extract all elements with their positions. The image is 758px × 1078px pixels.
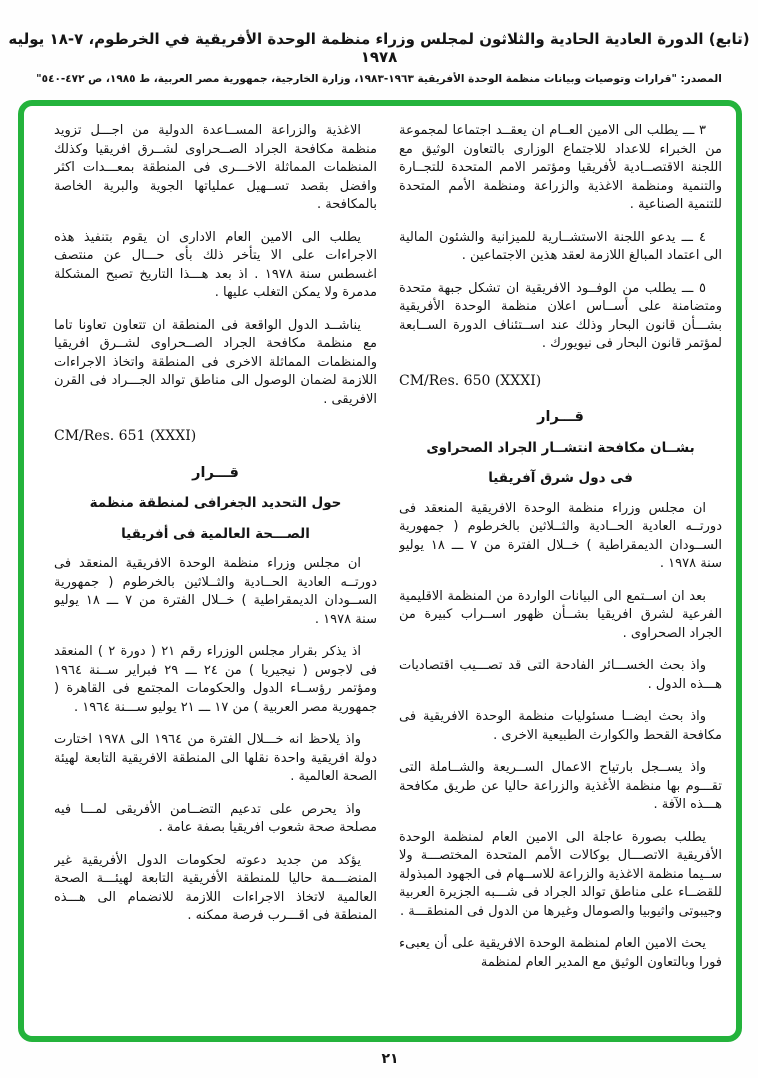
page-header	[0, 30, 758, 85]
resolution-651-subject-line1: حول التحديد الجغرافى لمنطقة منظمة	[89, 495, 342, 511]
paragraph: الاغذية والزراعة المســاعدة الدولية من اجـــل تزويد منظمة مكافحة الجراد الصــحراوى لشــرق افريقيا وكذلك المنظمات المماثلة الاخـــرى فى المنطقة بمعـــدات اكثر وافضل بقصد تســهيل عملياتها الجوية والبرية الخاصة بالمكافحة .	[54, 123, 377, 212]
paragraph: اذ يذكر بقرار مجلس الوزراء رقم ٢١ ( دورة ٢ ) المنعقد فى لاجوس ( نيجيريا ) من ٢٤ ـــ ٢٩ فبراير ســنة ١٩٦٤ ومؤتمر رؤســاء الدول والحكومات المجتمع فى القاهرة ( جمهورية مصر العربية ) من ١٧ ـــ ٢١ يوليو ســـنة ١٩٦٤ .	[54, 644, 377, 715]
paragraph: يحث الامين العام لمنظمة الوحدة الافريقية على أن يعبىء فورا وبالتعاون الوثيق مع المدير العام لمنظمة	[399, 936, 722, 970]
header-session-title: (تابع) الدورة العادية الحادية والثلاثون لمجلس وزراء منظمة الوحدة الأفريقية في الخرطوم، ٧-١٨ يوليه ١٩٧٨	[8, 30, 750, 66]
resolution-650-subject-line2: فى دول شرق آفريقيا	[488, 470, 633, 486]
resolution-ref-650: CM/Res. 650 (XXXI)	[399, 372, 542, 389]
resolution-651-subject-line2: الصـــحة العالمية فى أفريقيا	[121, 525, 310, 542]
paragraph: واذ يلاحظ انه خـــلال الفترة من ١٩٦٤ الى ١٩٧٨ اختارت دولة افريقية واحدة نقلها الى المنطقة الافريقية التابعة لهيئة الصحة العالمية .	[54, 732, 377, 784]
paragraph: بعد ان اســتمع الى البيانات الواردة من المنظمة الاقليمية الفرعية لشرق افريقيا بشــأن ظهور اســراب كبيرة من الجراد الصحراوى .	[399, 588, 722, 641]
header-source-line: المصدر: "قرارات وتوصيات وبيانات منظمة الوحدة الأفريقية ١٩٦٣-١٩٨٣، وزارة الخارجية، جمهورية مصر العربية، ط ١٩٨٥، ص ٤٧٢-٥٤٠"	[36, 73, 722, 85]
page-number: ٢١	[381, 1051, 399, 1067]
resolution-650-subject-line1: بشــان مكافحة انتشــار الجراد الصحراوى	[426, 439, 695, 456]
paragraph: يطلب الى الامين العام الادارى ان يقوم بتنفيذ هذه الاجراءات على الا يتأخر ذلك بأى حـــال عن منتصف اغسطس سنة ١٩٧٨ . اذ بعد هـــذا التاريخ تصبح المشكلة مدمرة ولا يمكن التغلب عليها .	[54, 229, 377, 300]
paragraph-item-4: ٤ ـــ يدعو اللجنة الاستشــارية للميزانية والشئون المالية الى اعتماد المبالغ اللازمة لعقد هذين الاجتماعين .	[399, 229, 722, 263]
paragraph: واذ يحرص على تدعيم التضــامن الأفريقى لمـــا فيه مصلحة صحة شعوب افريقيا بصفة عامة .	[54, 801, 377, 835]
paragraph: ان مجلس وزراء منظمة الوحدة الافريقية المنعقد فى دورتــه العادية الحــادية والثــلاثين بالخرطوم ( جمهورية الســودان الديمقراطية ) خــلال الفترة من ٧ ـــ ١٨ يوليو سنة ١٩٧٨ .	[54, 556, 377, 627]
paragraph: واذ يســجل بارتياح الاعمال الســريعة والشــاملة التى تقـــوم بها منظمة الأغذية والزراعة حاليا عن طريق مكافحة هـــذه الآفة .	[399, 760, 722, 812]
column-left	[54, 122, 377, 1022]
green-border-frame	[18, 100, 742, 1042]
paragraph: يناشــد الدول الواقعة فى المنطقة ان تتعاون تعاونا تاما مع منظمة مكافحة الجراد الصــحراوى لشــرق افريقيا والمنظمات المماثلة الاخرى فى المنطقة واتخاذ الاجراءات اللازمة لضمان الوصول الى مناطق توالد الجـــراد فى القرن الافريقى .	[54, 317, 377, 407]
paragraph: يطلب بصورة عاجلة الى الامين العام لمنظمة الوحدة الأفريقية الاتصـــال بوكالات الأمم المتحدة المختصـــة ولا ســيما منظمة الاغذية والزراعة للاســهام فى الجهود المبذولة للقضــاء على مناطق توالد الجراد فى شـــبه الجزيرة العربية وجيبوتى واثيوبيا والصومال وغيرها من الدول فى المنطقـــة .	[399, 829, 722, 919]
paragraph: يؤكد من جديد دعوته لحكومات الدول الأفريقية غير المنضـــمة حاليا للمنطقة الأفريقية التابعة لهيئـــة الصحة العالمية لاتخاذ الاجراءات اللازمة للانضمام الى هـــذه المنطقة فى اقـــرب فرصة ممكنه .	[54, 852, 377, 923]
paragraph: واذ بحث الخســـائر الفادحة التى قد تصـــيب اقتصاديات هـــذه الدول .	[399, 658, 722, 692]
paragraph-item-5: ٥ ـــ يطلب من الوفــود الافريقية ان تشكل جبهة متحدة ومتضامنة على أســاس اعلان منظمة الوحدة الأفريقية بشـــأن قانون البحار وذلك عند اســتئناف الدورة الســابعة لمؤتمر قانون البحار فى نيويورك .	[399, 280, 722, 351]
resolution-650-heading: قـــرار	[537, 409, 584, 425]
two-column-text	[24, 106, 736, 1036]
column-right	[399, 122, 722, 1022]
paragraph-item-3: ٣ ـــ يطلب الى الامين العــام ان يعقــد اجتماعا لمجموعة من الخبراء للاعداد للاجتماع الوزارى بالتعاون الوثيق مع اللجنة الاقتصــادية لأفريقيا ومؤتمر الامم المتحدة للتجــارة والتنمية ومنظمة الاغذية والزراعة ومنظمة الأمم المتحدة للتنمية الصناعية .	[399, 123, 722, 212]
paragraph: ان مجلس وزراء منظمة الوحدة الافريقية المنعقد فى دورتــه العادية الحــادية والثــلاثين بالخرطوم ( جمهورية الســودان الديمقراطية ) خــلال الفترة من ٧ ـــ ١٨ يوليو سنة ١٩٧٨ .	[399, 500, 722, 571]
resolution-651-heading: قـــرار	[192, 464, 239, 481]
paragraph: واذ بحث ايضــا مسئوليات منظمة الوحدة الافريقية فى مكافحة القحط والكوارث الطبيعية الاخرى .	[399, 709, 722, 743]
footer	[0, 1048, 758, 1067]
resolution-ref-651: CM/Res. 651 (XXXI)	[54, 428, 197, 444]
